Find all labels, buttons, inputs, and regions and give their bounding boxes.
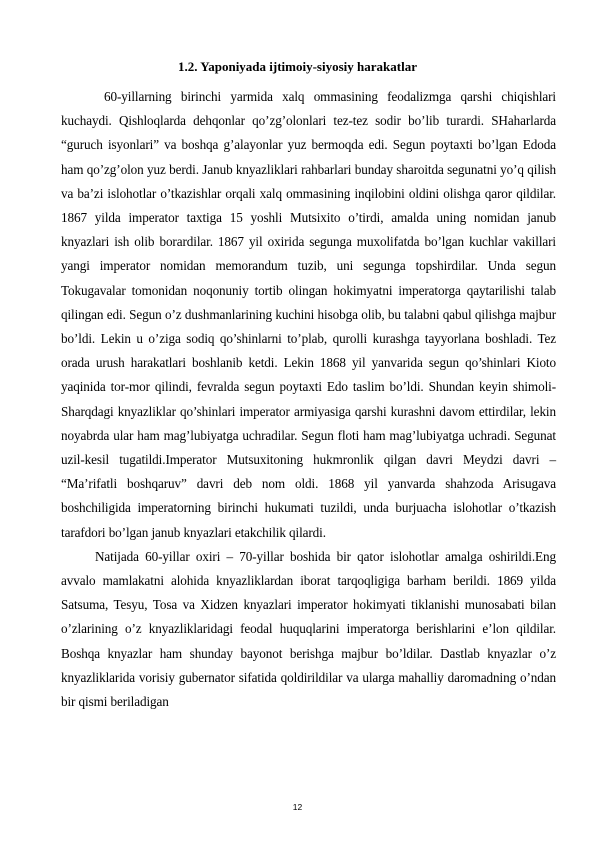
page-number: 12 [292,802,303,812]
section-heading: 1.2. Yaponiyada ijtimoiy-siyosiy harakatlar [178,59,417,74]
paragraph: 60-yillarning birinchi yarmida xalq ommasining feodalizmga qarshi chiqishlari kuchaydi. Qishloqlarda dehqonlar qo’zg’olonlari tez-tez sodir bo’lib turardi. SHaharlarda “guruch isyonlari” va boshqa g’alayonlar yuz bermoqda edi. Segun poytaxti bo’lgan Edoda ham qo’zg’olon yuz berdi. Janub knyazliklari rahbarlari bunday sharoitda segunatni yo’q qilish va ba’zi islohotlar o’tkazishlar orqali xalq ommasining inqilobini oldini olishga qaror qildilar. 1867 yilda imperator taxtiga 15 yoshli Mutsixito o’tirdi, amalda uning nomidan janub knyazlari ish olib borardilar. 1867 yil oxirida segunga muxolifatda bo’lgan kuchlar vakillari yangi imperator nomidan memorandum tuzib, uni segunga topshirdilar. Unda segun Tokugavalar tomonidan noqonuniy tortib olingan hokimyatni imperatorga qaytarilishi talab qilingan edi. Segun o’z dushmanlarining kuchini hisobga olib, bu talabni qabul qilishga majbur bo’ldi. Lekin u o’ziga sodiq qo’shinlarni to’plab, qurolli kurashga tayyorlana boshladi. Tez orada urush harakatlari boshlanib ketdi. Lekin 1868 yil yanvarida segun qo’shinlari Kioto yaqinida tor-mor qilindi, fevralda segun poytaxti Edo taslim bo’ldi. Shundan keyin shimoli-Sharqdagi knyazliklar qo’shinlari imperator armiyasiga qarshi kurashni davom ettirdilar, lekin noyabrda ular ham mag’lubiyatga uchradilar. Segun floti ham mag’lubiyatga uchradi. Segunat uzil-kesil tugatildi.Imperator Mutsuxitoning hukmronlik qilgan davri Meydzi davri – “Ma’rifatli boshqaruv” davri deb nom oldi. 1868 yil yanvarda shahzoda Arisugava boshchiligida imperatorning birinchi hukumati tuzildi, unda burjuacha islohotlar o’tkazish tarafdori bo’lgan janub knyazlari etakchilik qilardi. [61,89,556,540]
body-text [61,85,556,714]
paragraph: Natijada 60-yillar oxiri – 70-yillar boshida bir qator islohotlar amalga oshirildi.Eng avvalo mamlakatni alohida knyazliklardan iborat tarqoqligiga barham berildi. 1869 yilda Satsuma, Tesyu, Tosa va Xidzen knyazlari imperator hokimyati tiklanishi munosabati bilan o’zlarining o’z knyazliklaridagi feodal huquqlarini imperatorga berishlarini e’lon qildilar. Boshqa knyazlar ham shunday bayonot berishga majbur bo’ldilar. Dastlab knyazlar o’z knyazliklarida vorisiy gubernator sifatida qoldirildilar va ularga mahalliy daromadning o’ndan bir qismi beriladigan [61,548,556,710]
